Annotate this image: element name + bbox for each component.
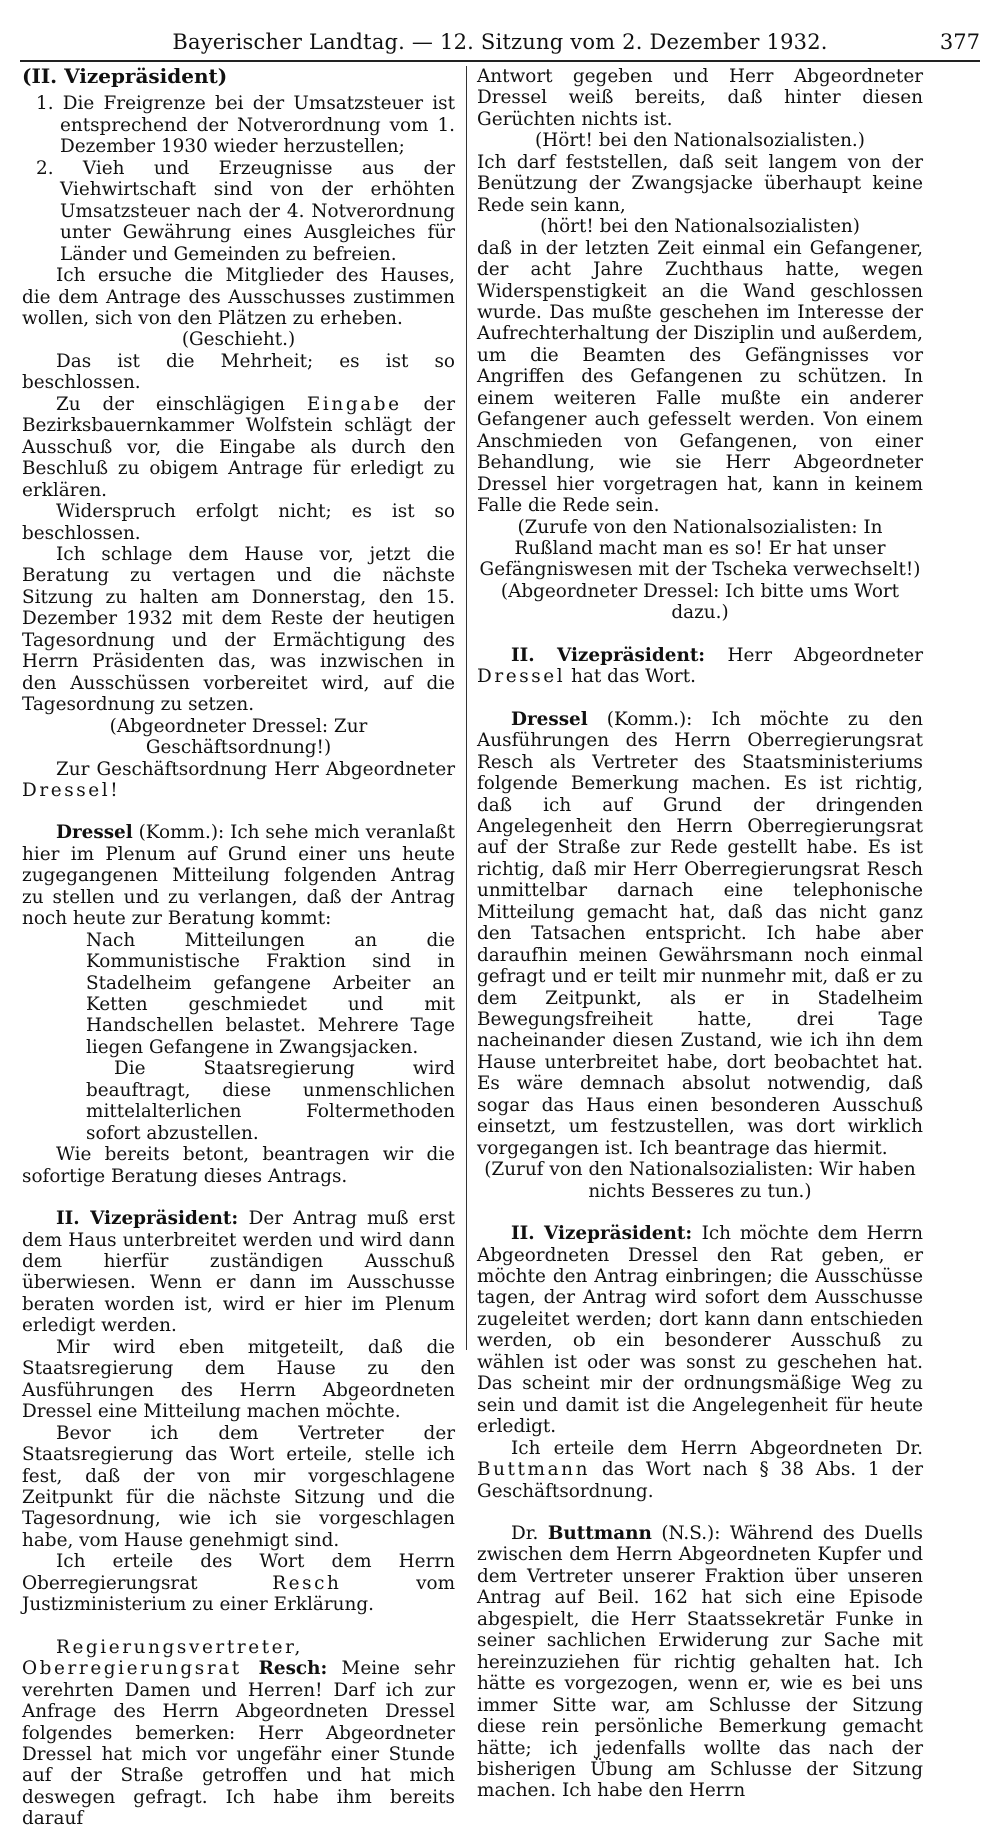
speaker-role: Regierungsvertreter, Oberregierungsrat (22, 1636, 303, 1680)
paragraph: Antwort gegeben und Herr Abgeordneter Dressel weiß bereits, daß hinter diesen Gerüchten nichts ist. (477, 66, 923, 130)
speaker-name: II. Vizepräsident: (511, 1223, 702, 1245)
speaker-party: (N.S.): (651, 1523, 730, 1544)
paragraph: Widerspruch erfolgt nicht; es ist so beschlossen. (22, 501, 455, 544)
page-number: 377 (939, 30, 980, 54)
speech-text: Ich möchte dem Herrn Abgeordneten Dressel den Rat geben, er möchte den Antrag einbringen; die Ausschüsse tagen, der Antrag wird sofort dem Ausschusse zugeleitet werden; dort kann dann entschieden werden, ob ein besonderer Ausschuß zu wählen ist oder was sonst zu geschehen hat. Das scheint mir der ordnungsmäßige Weg zu sein und damit ist die Angelegenheit für heute erledigt. (477, 1223, 923, 1438)
speaker-party: (Komm.): (132, 822, 231, 844)
spaced-word: Dressel! (22, 779, 121, 801)
speech-vizepraesident (477, 1223, 923, 1438)
speaker-party: (Komm.): (587, 708, 712, 730)
speaker-name: II. Vizepräsident: (56, 1208, 249, 1230)
speech-vizepraesident (22, 1208, 455, 1337)
spaced-word: Buttmann (477, 1459, 591, 1481)
spaced-word: Eingabe (306, 393, 402, 415)
speech-text: Ich sehe mich veranlaßt hier im Plenum auf Grund einer uns heute zugegangenen Mitteilung folgenden Antrag zu stellen und zu verlangen, daß der Antrag noch heute zur Beratung kommt: (22, 822, 455, 930)
paragraph (22, 1551, 455, 1615)
page-header (20, 30, 980, 56)
speech-text: Der Antrag muß erst dem Haus unterbreitet werden und wird dann dem hierfür zuständigen Ausschuß überwiesen. Wenn er dann im Ausschusse beraten worden ist, wird er hier im Plenum erledigt werden. (22, 1208, 455, 1337)
motion-quote: Nach Mitteilungen an die Kommunistische Fraktion sind in Stadelheim gefangene Arbeiter an Ketten geschmiedet und mit Handschellen belastet. Mehrere Tage liegen Gefangene in Zwangsjacken. (86, 929, 455, 1058)
text-run: Herr Abgeordneter (727, 644, 923, 666)
paragraph (22, 394, 455, 501)
text-run: der Bezirksbauernkammer Wolfstein schlägt der Ausschuß vor, die Eingabe als durch den Beschluß zu obigem Antrage für erledigt zu erklären. (22, 393, 455, 501)
paragraph: Ich ersuche die Mitglieder des Hauses, die dem Antrage des Ausschusses zustimmen wollen, sich von den Plätzen zu erheben. (22, 265, 455, 329)
paragraph: Wie bereits betont, beantragen wir die sofortige Beratung dieses Antrags. (22, 1144, 455, 1187)
interjection: (hört! bei den Nationalsozialisten) (540, 216, 860, 238)
speaker-name: Dressel (56, 822, 133, 844)
speaker-name: Dressel (511, 708, 588, 730)
interjection: (Geschieht.) (181, 329, 296, 351)
continuation-marker: (II. Vizepräsident) (22, 64, 228, 88)
speaker-name: Buttmann (547, 1523, 652, 1544)
right-column (477, 66, 923, 1802)
paragraph: Das ist die Mehrheit; es ist so beschlossen. (22, 350, 455, 394)
speaker-title: Dr. (511, 1523, 548, 1544)
list-item: 2. Vieh und Erzeugnisse aus der Viehwirtschaft sind von der erhöhten Umsatzsteuer nach der 4. Notverordnung unter Gewährung eines Ausgleiches für Länder und Gemeinden zu befreien. (36, 157, 455, 265)
interjection: (Hört! bei den Nationalsozialisten.) (535, 130, 865, 152)
speech-vizepraesident (477, 645, 923, 688)
left-column (22, 66, 455, 1830)
speaker-name: Resch: (258, 1658, 328, 1680)
paragraph: Bevor ich dem Vertreter der Staatsregierung das Wort erteile, stelle ich fest, daß der von mir vorgeschlagene Zeitpunkt für die nächste Sitzung und die Tagesordnung, wie ich sie vorgeschlagen habe, vom Hause genehmigt sind. (22, 1422, 455, 1551)
text-run: Ich erteile dem Herrn Abgeordneten Dr. (511, 1437, 923, 1459)
paragraph: daß in der letzten Zeit einmal ein Gefangener, der acht Jahre Zuchthaus hatte, wegen Widerspenstigkeit an die Wand geschlossen wurde. Das mußte geschehen im Interesse der Aufrechterhaltung der Disziplin und außerdem, um die Beamten des Gefängnisses vor Angriffen des Gefangenen zu schützen. In einem weiteren Falle mußte ein anderer Gefangener auch gefesselt werden. Von einem Anschmieden von Gefangenen, von einer Behandlung, wie sie Herr Abgeordneter Dressel hier vorgetragen hat, kann in keinem Falle die Rede sein. (477, 237, 923, 517)
speech-buttmann (477, 1523, 923, 1802)
paragraph (477, 1438, 923, 1502)
interjection: (Zurufe von den Nationalsozialisten: In Rußland macht man es so! Er hat unser Gefängniswesen mit der Tscheka verwechselt!) (479, 516, 921, 581)
paragraph: Mir wird eben mitgeteilt, daß die Staatsregierung dem Hause zu den Ausführungen des Herrn Abgeordneten Dressel eine Mitteilung machen möchte. (22, 1336, 455, 1423)
motion-quote: Die Staatsregierung wird beauftragt, diese unmenschlichen mittelalterlichen Foltermethoden sofort abzustellen. (86, 1058, 455, 1144)
header-rule (20, 60, 980, 62)
running-title: Bayerischer Landtag. — 12. Sitzung vom 2. Dezember 1932. (172, 30, 828, 54)
text-run: Zu der einschlägigen (56, 393, 307, 415)
column-divider (466, 66, 467, 1350)
text-run: hat das Wort. (565, 666, 696, 688)
text-run: vom Justizministerium zu einer Erklärung. (22, 1572, 456, 1616)
spaced-word: Resch (272, 1572, 342, 1594)
interjection: (Abgeordneter Dressel: Zur Geschäftsordnung!) (109, 715, 368, 759)
paragraph (22, 759, 455, 802)
text-run: Zur Geschäftsordnung Herr Abgeordneter (56, 758, 455, 780)
speech-dressel (22, 822, 455, 929)
speaker-name: II. Vizepräsident: (511, 644, 728, 666)
paragraph: Ich schlage dem Hause vor, jetzt die Beratung zu vertagen und die nächste Sitzung zu halten am Donnerstag, den 15. Dezember 1932 mit dem Reste der heutigen Tagesordnung und der Ermächtigung des Herrn Präsidenten das, was inzwischen in den Ausschüssen vorbereitet wird, auf die Tagesordnung zu setzen. (22, 543, 455, 716)
interjection: (Abgeordneter Dressel: Ich bitte ums Wort dazu.) (500, 580, 900, 624)
list-item: 1. Die Freigrenze bei der Umsatzsteuer ist entsprechend der Notverordnung vom 1. Dezember 1930 wieder herzustellen; (36, 93, 455, 158)
paragraph: Ich darf feststellen, daß seit langem von der Benützung der Zwangsjacke überhaupt keine Rede sein kann, (477, 151, 923, 216)
speech-dressel (477, 709, 923, 1160)
speech-text: Während des Duells zwischen dem Herrn Abgeordneten Kupfer und dem Vertreter unserer Fraktion über unseren Antrag auf Beil. 162 hat sich eine Episode abgespielt, die Herr Staatssekretär Funke in seiner sachlichen Erwiderung zur Sache mit hereinzuziehen für richtig gehalten hat. Ich hätte es vorgezogen, wenn er, wie es bei uns immer Sitte war, am Schlusse der Sitzung diese rein persönliche Bemerkung gemacht hätte; ich jedenfalls wollte das nach der bisherigen Übung am Schlusse der Sitzung machen. Ich habe den Herrn (477, 1523, 923, 1802)
spaced-word: Dressel (477, 666, 566, 688)
text-run: Ich erteile des Wort dem Herrn Oberregierungsrat (22, 1551, 455, 1594)
speech-text: Ich möchte zu den Ausführungen des Herrn Oberregierungsrat Resch als Vertreter des Staatsministeriums folgende Bemerkung machen. Es ist richtig, daß ich auf Grund der dringenden Angelegenheit den Herrn Oberregierungsrat auf der Straße zur Rede gestellt habe. Es ist richtig, daß mir Herr Oberregierungsrat Resch unmittelbar darnach eine telephonische Mitteilung gemacht hat, daß das nicht ganz den Tatsachen entspricht. Ich habe aber daraufhin meinen Gewährsmann noch einmal gefragt und er teilt mir nunmehr mit, daß er zu dem Zeitpunkt, als er in Stadelheim Bewegungsfreiheit hatte, drei Tage nacheinander diesen Zustand, wie ich ihn dem Hause unterbreitet habe, dort beobachtet hat. Es wäre demnach absolut notwendig, daß sogar das Haus einen besonderen Ausschuß einsetzt, um festzustellen, was dort wirklich vorgegangen ist. Ich beantrage das hiermit. (477, 708, 923, 1159)
text-run: das Wort nach § 38 Abs. 1 der Geschäftsordnung. (477, 1459, 923, 1502)
speech-text: Meine sehr verehrten Damen und Herren! Darf ich zur Anfrage des Herrn Abgeordneten Dressel folgendes bemerken: Herr Abgeordneter Dressel hat mich vor ungefähr einer Stunde auf der Straße getroffen und hat mich deswegen gefragt. Ich habe ihm bereits darauf (22, 1658, 455, 1830)
interjection: (Zuruf von den Nationalsozialisten: Wir haben nichts Besseres zu tun.) (484, 1159, 916, 1202)
speech-regierungsvertreter (22, 1637, 455, 1830)
